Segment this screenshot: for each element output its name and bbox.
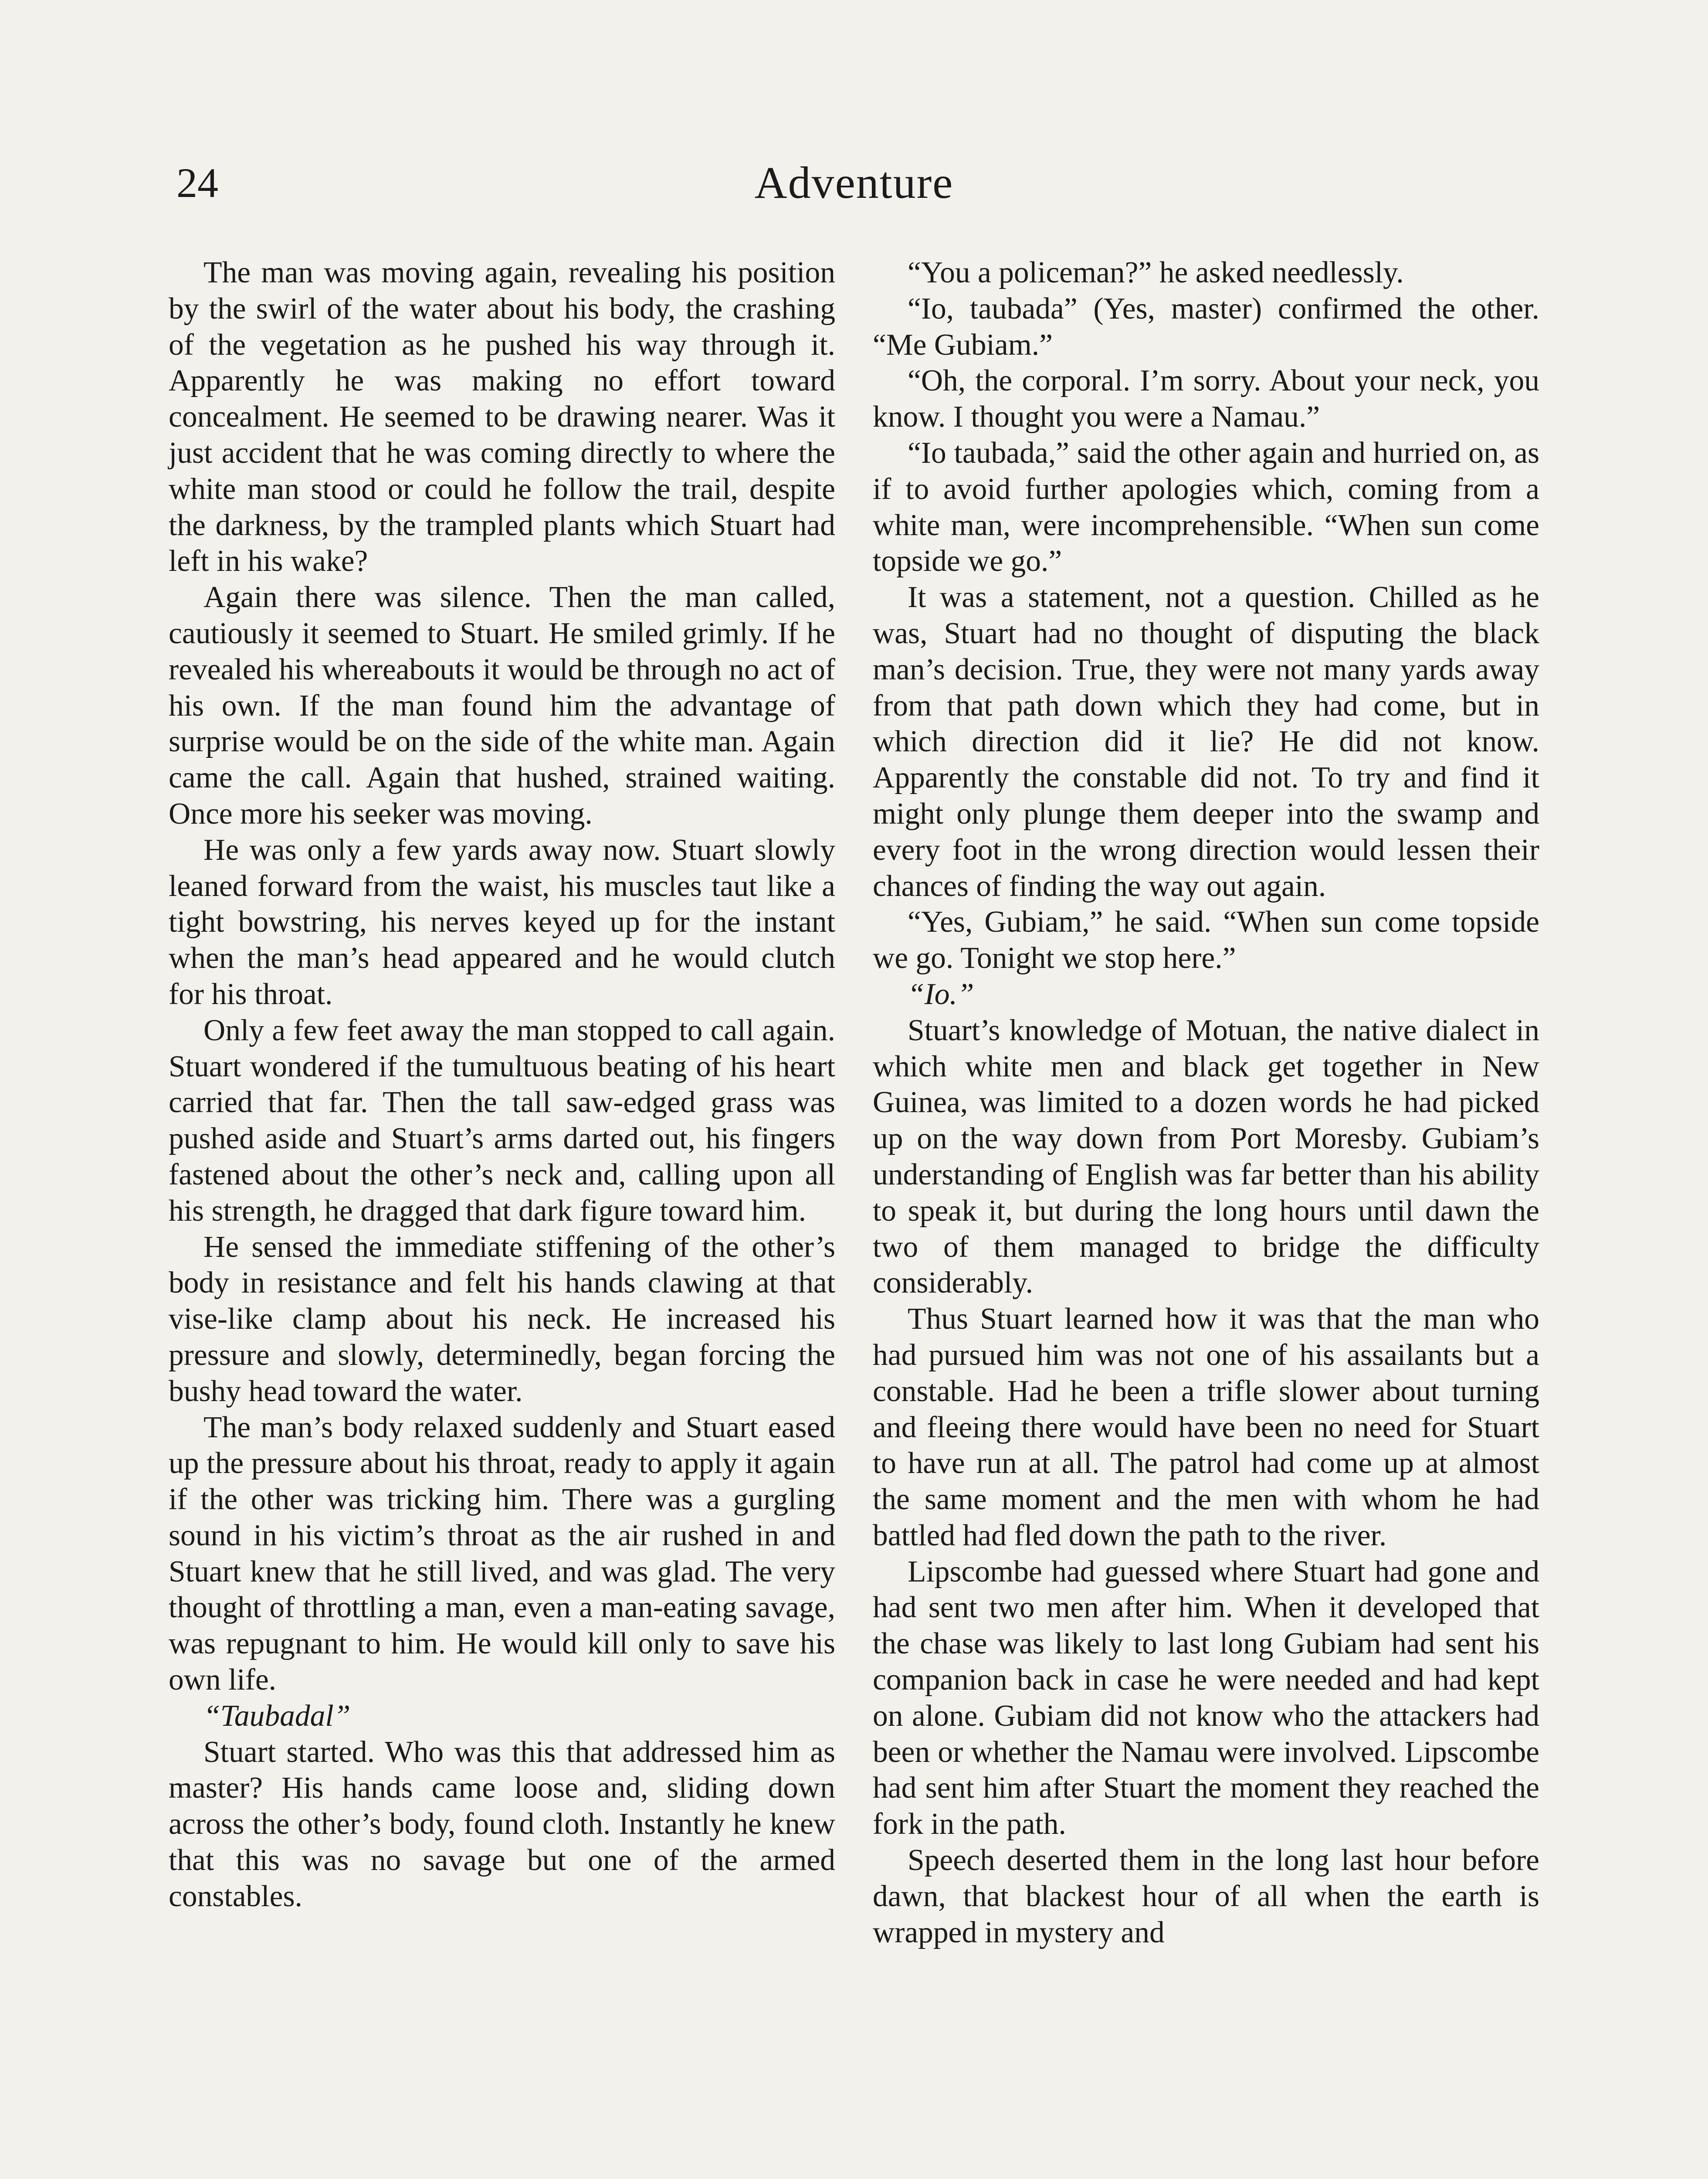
paragraph: “Io.”: [908, 977, 974, 1011]
page-number: 24: [176, 160, 218, 206]
paragraph: He sensed the immediate stiffening of the other’s body in resistance and felt his hands clawing at that vise-like clamp about his neck. He increased his pressure and slowly, determinedly, began forcing the bushy head toward the water.: [169, 1230, 835, 1408]
paragraph: Thus Stuart learned how it was that the man who had pursued him was not one of his assailants but a constable. Had he been a trifle slower about turning and fleeing there would have been no need for Stuart to have run at all. The patrol had come up at almost the same moment and the men with whom he had battled had fled down the path to the river.: [873, 1302, 1539, 1552]
right-text-column: [873, 255, 1539, 1951]
paragraph: “You a policeman?” he asked needlessly.: [908, 256, 1404, 289]
paragraph: “Io taubada,” said the other again and hurried on, as if to avoid further apologies which, coming from a white man, were incomprehensible. “When sun come topside we go.”: [873, 436, 1539, 578]
paragraph: “Yes, Gubiam,” he said. “When sun come topside we go. Tonight we stop here.”: [873, 905, 1539, 975]
paragraph: He was only a few yards away now. Stuart slowly leaned forward from the waist, his muscles taut like a tight bowstring, his nerves keyed up for the instant when the man’s head appeared and he would clutch for his throat.: [169, 833, 835, 1011]
paragraph: Only a few feet away the man stopped to call again. Stuart wondered if the tumultuous beating of his heart carried that far. Then the tall saw-edged grass was pushed aside and Stuart’s arms darted out, his fingers fastened about the other’s neck and, calling upon all his strength, he dragged that dark figure toward him.: [169, 1013, 835, 1228]
paragraph: The man was moving again, revealing his position by the swirl of the water about his body, the crashing of the vegetation as he pushed his way through it. Apparently he was making no effort toward concealment. He seemed to be drawing nearer. Was it just accident that he was coming directly to where the white man stood or could he follow the trail, despite the darkness, by the trampled plants which Stuart had left in his wake?: [169, 256, 835, 578]
paragraph: Again there was silence. Then the man called, cautiously it seemed to Stuart. He smiled grimly. If he revealed his whereabouts it would be through no act of his own. If the man found him the advantage of surprise would be on the side of the white man. Again came the call. Again that hushed, strained waiting. Once more his seeker was moving.: [169, 580, 835, 831]
magazine-title: Adventure: [754, 158, 954, 208]
paragraph: Stuart started. Who was this that addressed him as master? His hands came loose and, sliding down across the other’s body, found cloth. Instantly he knew that this was no savage but one of the armed constables.: [169, 1735, 835, 1913]
left-text-column: [169, 255, 835, 1915]
paragraph: “Io, taubada” (Yes, master) confirmed the other. “Me Gubiam.”: [873, 292, 1539, 362]
paragraph: Lipscombe had guessed where Stuart had gone and had sent two men after him. When it developed that the chase was likely to last long Gubiam had sent his companion back in case he were needed and had kept on alone. Gubiam did not know who the attackers had been or whether the Namau were involved. Lipscombe had sent him after Stuart the moment they reached the fork in the path.: [873, 1554, 1539, 1841]
paragraph: “Oh, the corporal. I’m sorry. About your neck, you know. I thought you were a Namau.”: [873, 364, 1539, 434]
paragraph: Speech deserted them in the long last hour before dawn, that blackest hour of all when the earth is wrapped in mystery and: [873, 1843, 1539, 1949]
paragraph: Stuart’s knowledge of Motuan, the native dialect in which white men and black get together in New Guinea, was limited to a dozen words he had picked up on the way down from Port Moresby. Gubiam’s understanding of English was far better than his ability to speak it, but during the long hours until dawn the two of them managed to bridge the difficulty considerably.: [873, 1013, 1539, 1300]
paragraph: “Taubadal”: [203, 1699, 351, 1733]
paragraph: The man’s body relaxed suddenly and Stuart eased up the pressure about his throat, ready to apply it again if the other was tricking him. There was a gurgling sound in his victim’s throat as the air rushed in and Stuart knew that he still lived, and was glad. The very thought of throttling a man, even a man-eating savage, was repugnant to him. He would kill only to save his own life.: [169, 1410, 835, 1697]
page-header: [0, 157, 1708, 218]
paragraph: It was a statement, not a question. Chilled as he was, Stuart had no thought of disputing the black man’s decision. True, they were not many yards away from that path down which they had come, but in which direction did it lie? He did not know. Apparently the constable did not. To try and find it might only plunge them deeper into the swamp and every foot in the wrong direction would lessen their chances of finding the way out again.: [873, 580, 1539, 903]
